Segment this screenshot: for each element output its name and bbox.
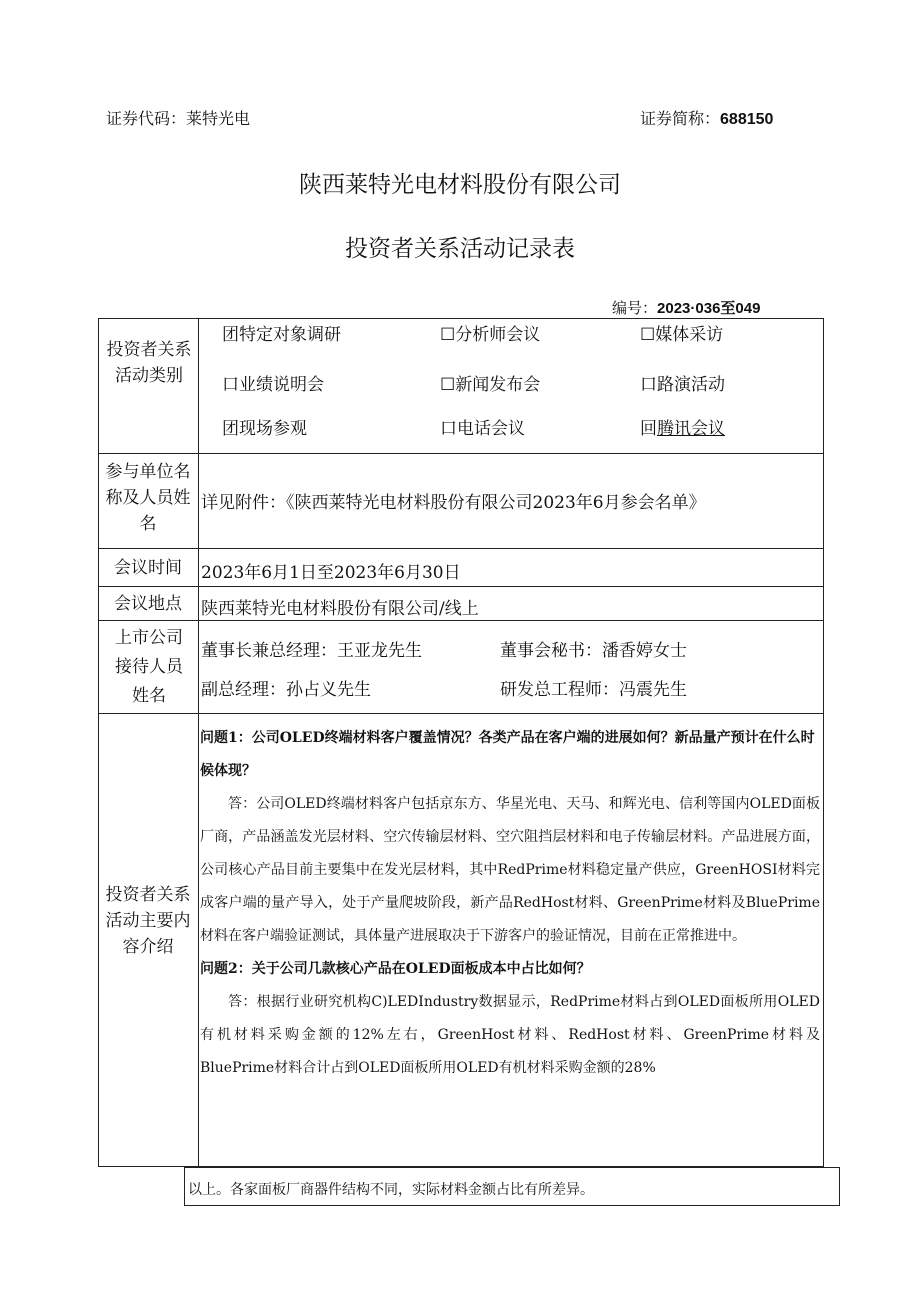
form-title: 投资者关系活动记录表	[345, 236, 575, 262]
option-site-visit[interactable]	[222, 414, 307, 439]
row-divider	[98, 713, 824, 714]
meeting-location-value: 陕西莱特光电材料股份有限公司/线上	[201, 599, 479, 619]
option-tencent-meeting[interactable]	[640, 414, 725, 439]
security-abbr-label: 证券简称：	[640, 109, 721, 128]
row-divider	[98, 453, 824, 454]
company-title: 陕西莱特光电材料股份有限公司	[299, 172, 621, 198]
checkbox-icon: 口	[440, 419, 457, 439]
option-earnings-briefing[interactable]	[222, 370, 324, 395]
security-abbr	[640, 106, 773, 129]
content-body	[200, 722, 820, 1085]
option-press-conference[interactable]	[440, 370, 540, 395]
checkbox-icon: ☐	[640, 325, 656, 345]
activity-type-label: 投资者关系活动类别	[106, 340, 192, 386]
option-media-interview[interactable]	[640, 320, 723, 345]
option-label: 现场参观	[239, 419, 307, 439]
row-divider	[98, 586, 824, 587]
meeting-location-label: 会议地点	[114, 594, 182, 614]
answer-2: 答：根据行业研究机构C)LEDIndustry数据显示，RedPrime材料占到OLED面板所用OLED有机材料采购金额的12%左右，GreenHost材料、RedHost材料、GreenPrime材料及BluePrime材料合计占到OLED面板所用OLED有机材料采购金额的28%	[200, 994, 820, 1076]
option-phone-meeting[interactable]	[440, 414, 525, 439]
participants-value: 详见附件：《陕西莱特光电材料股份有限公司2023年6月参会名单》	[201, 493, 706, 513]
doc-number-label: 编号：	[612, 299, 658, 317]
doc-number	[612, 297, 760, 318]
security-abbr-value: 688150	[720, 111, 774, 128]
option-label: 路演活动	[657, 375, 725, 395]
checkbox-icon: ☐	[440, 375, 456, 395]
receptionists-label: 上市公司接待人员姓名	[115, 628, 183, 706]
receptionist-3: 副总经理：孙占义先生	[201, 680, 371, 700]
option-label: 分析师会议	[455, 325, 541, 345]
security-code: 证券代码：莱特光电	[106, 109, 251, 128]
row-divider	[98, 548, 824, 549]
row-divider	[98, 620, 824, 621]
answer-1: 答：公司OLED终端材料客户包括京东方、华星光电、天马、和辉光电、信利等国内OLED面板厂商，产品涵盖发光层材料、空穴传输层材料、空穴阻挡层材料和电子传输层材料。产品进展方面，公司核心产品目前主要集中在发光层材料，其中RedPrime材料稳定量产供应，GreenHOSI材料完成客户端的量产导入，处于产量爬坡阶段，新产品RedHost材料、GreenPrime材料及BluePrime材料在客户端验证测试，具体量产进展取决于下游客户的验证情况，目前在正常推进中。	[200, 796, 820, 944]
meeting-time-value: 2023年6月1日至2023年6月30日	[201, 563, 461, 583]
question-1: 问题1：公司OLED终端材料客户覆盖情况？各类产品在客户端的进展如何？新品量产预计在什么时候体现？	[200, 730, 815, 779]
checkbox-icon: 口	[222, 375, 239, 395]
checked-box-icon: 团	[222, 419, 239, 439]
question-2: 问题2：关于公司几款核心产品在OLED面板成本中占比如何？	[200, 961, 591, 977]
participants-label: 参与单位名称及人员姓名	[105, 462, 191, 534]
receptionist-1: 董事长兼总经理：王亚龙先生	[201, 641, 422, 661]
receptionist-4: 研发总工程师：冯震先生	[500, 680, 687, 700]
option-site-research[interactable]	[222, 320, 341, 345]
receptionist-2: 董事会秘书：潘香婷女士	[500, 641, 687, 661]
checked-box-icon: 团	[222, 325, 239, 345]
meeting-time-label: 会议时间	[114, 558, 182, 578]
option-label: 新闻发布会	[455, 375, 541, 395]
option-label: 腾讯会议	[657, 419, 725, 439]
option-roadshow[interactable]	[640, 370, 725, 395]
option-label: 电话会议	[457, 419, 525, 439]
checked-box-icon: 回	[640, 419, 657, 439]
option-label: 业绩说明会	[239, 375, 324, 395]
option-analyst-meeting[interactable]	[440, 320, 540, 345]
checkbox-icon: ☐	[440, 325, 456, 345]
option-label: 特定对象调研	[239, 325, 341, 345]
table-column-divider	[198, 318, 199, 1167]
content-label: 投资者关系活动主要内容介绍	[105, 885, 191, 957]
doc-number-value: 2023·036至049	[657, 300, 761, 317]
answer-2-continuation: 以上。各家面板厂商器件结构不同，实际材料金额占比有所差异。	[188, 1182, 594, 1198]
option-label: 媒体采访	[655, 325, 724, 345]
checkbox-icon: 口	[640, 375, 657, 395]
